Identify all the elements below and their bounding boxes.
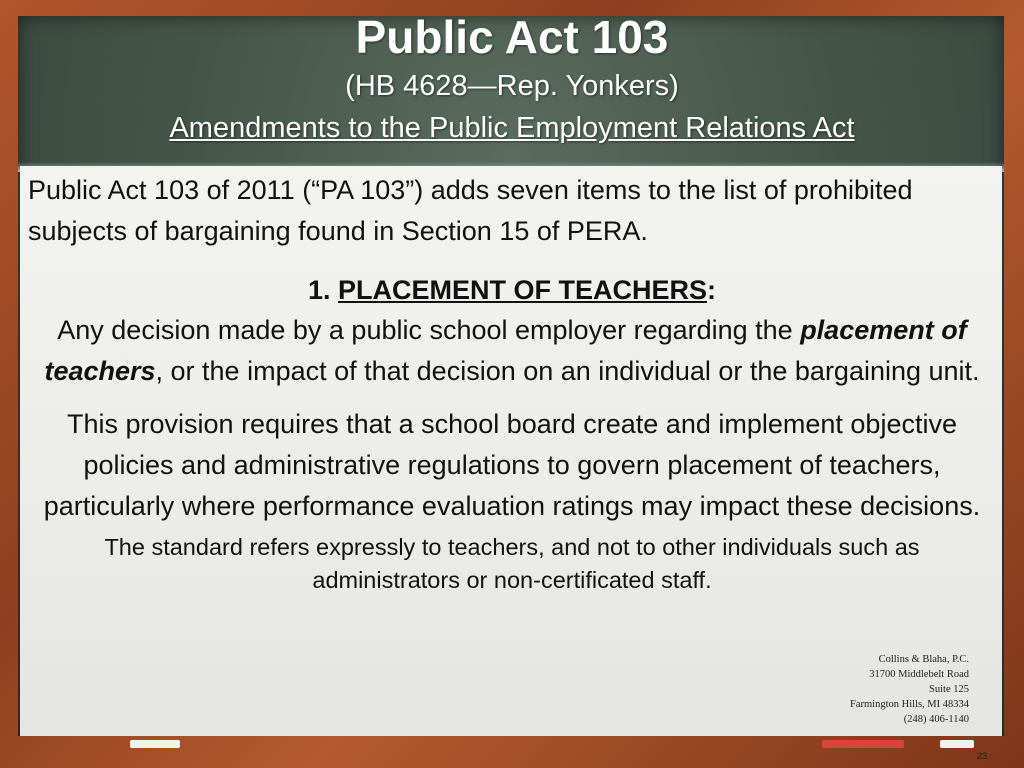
chalk-stick-white bbox=[130, 740, 180, 748]
section-heading-text: PLACEMENT OF TEACHERS bbox=[338, 275, 708, 305]
page-number: 23 bbox=[976, 751, 987, 761]
firm-address bbox=[850, 652, 969, 727]
chalk-stick-white bbox=[940, 740, 974, 748]
intro-paragraph: Public Act 103 of 2011 (“PA 103”) adds seven items to the list of prohibited subjects of bargaining found in Section 15 of PERA. bbox=[28, 175, 913, 246]
standard-paragraph: The standard refers expressly to teachers, and not to other individuals such as administrators or non-certificated staff. bbox=[104, 534, 920, 593]
firm-suite: Suite 125 bbox=[929, 684, 969, 695]
firm-street: 31700 Middlebelt Road bbox=[869, 669, 969, 680]
section-heading-colon: : bbox=[707, 275, 717, 305]
provision-paragraph: This provision requires that a school board create and implement objective policies and administrative regulations to govern placement of teachers, particularly where performance evaluation ratings may impact these decisions. bbox=[43, 409, 981, 521]
decision-emphasis: placement of teachers bbox=[44, 315, 967, 386]
decision-text-before: Any decision made by a public school employer regarding the bbox=[57, 315, 801, 345]
firm-phone: (248) 406-1140 bbox=[903, 714, 969, 725]
firm-name: Collins & Blaha, P.C. bbox=[878, 654, 969, 665]
chalk-stick-red bbox=[822, 740, 904, 748]
decision-text-after: , or the impact of that decision on an individual or the bargaining unit. bbox=[155, 356, 980, 386]
decision-paragraph bbox=[30, 310, 994, 392]
slide-subtitle: (HB 4628—Rep. Yonkers) bbox=[345, 70, 679, 102]
slide-subtitle-act: Amendments to the Public Employment Relations Act bbox=[169, 112, 855, 144]
slide-title: Public Act 103 bbox=[355, 11, 669, 63]
firm-city: Farmington Hills, MI 48334 bbox=[849, 699, 969, 710]
section-number: 1. bbox=[307, 275, 338, 305]
placement-section bbox=[30, 270, 994, 597]
section-heading bbox=[30, 270, 994, 310]
